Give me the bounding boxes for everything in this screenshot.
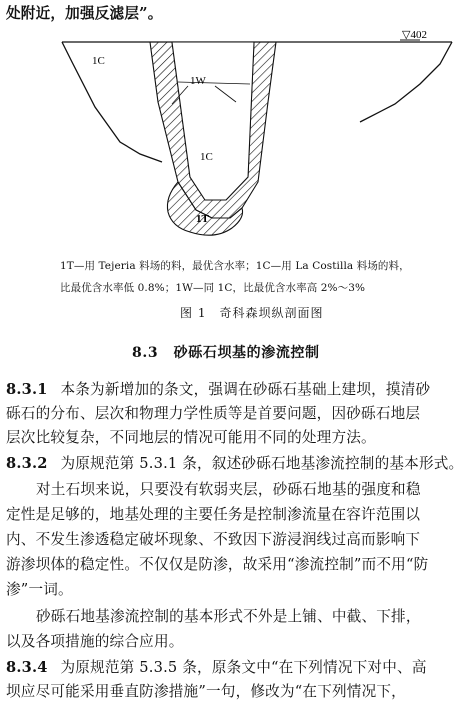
dam-figure [0, 22, 473, 252]
clause-8-3-2-line-1: 8.3.2 为原规范第 5.3.1 条，叙述砂砾石地基渗流控制的基本形式。 [6, 455, 464, 472]
clause-number: 8.3.4 [6, 659, 48, 676]
zone-label-left: 1C [92, 55, 105, 67]
section-title: 砂砾石坝基的渗流控制 [173, 345, 320, 361]
zone-label-bottom: 1T [196, 213, 209, 225]
clause-8-3-2-line-3: 定性是足够的，地基处理的主要任务是控制渗流量在容许范围以 [6, 506, 421, 523]
clause-8-3-4-line-1: 8.3.4 为原规范第 5.3.5 条，原条文中“在下列情况下对中、高 [6, 659, 427, 676]
clause-number: 8.3.2 [6, 455, 48, 472]
water-level-label: ▽402 [402, 29, 427, 41]
clause-8-3-2-line-2: 对土石坝来说，只要没有软弱夹层，砂砾石地基的强度和稳 [36, 481, 421, 498]
clause-8-3-2-line-4: 内、不发生渗透稳定破坏现象、不致因下游浸润线过高而影响下 [6, 531, 421, 548]
section-number: 8.3 [132, 345, 159, 361]
ground-profile-line [62, 42, 162, 162]
figure-caption-line-2: 比最优含水率低 0.8%；1W—同 1C，比最优含水率高 2%～3% [60, 282, 366, 294]
clause-8-3-2-line-8: 以及各项措施的综合应用。 [6, 633, 184, 650]
clause-8-3-2-line-7: 砂砾石地基渗流控制的基本形式不外是上铺、中截、下排， [36, 608, 421, 625]
clause-8-3-2-line-5: 游渗坝体的稳定性。不仅仅是防渗，故采用“渗流控制”而不用“防 [6, 556, 429, 573]
figure-caption-line-1: 1T—用 Tejeria 料场的料，最优含水率；1C—用 La Costilla 料场的料， [60, 260, 410, 272]
clause-8-3-2-line-6: 渗”一词。 [6, 581, 73, 598]
clause-8-3-1-line-1: 8.3.1 本条为新增加的条文，强调在砂砾石基础上建坝，摸清砂 [6, 381, 431, 398]
dam-cross-section-drawing [0, 22, 473, 252]
continuation-line: 处附近，加强反滤层”。 [6, 5, 163, 22]
figure-title: 图 1 奇科森坝纵剖面图 [180, 306, 324, 320]
ground-profile-right [360, 42, 452, 122]
clause-8-3-4-line-2: 坝应尽可能采用垂直防渗措施”一句，修改为“在下列情况下， [6, 683, 406, 700]
section-heading [132, 342, 320, 362]
zone-label-1w: 1W [190, 75, 206, 87]
clause-8-3-1-line-3: 层次比较复杂，不同地层的情况可能用不同的处理方法。 [6, 429, 376, 446]
clause-number: 8.3.1 [6, 381, 48, 398]
zone-label-core: 1C [200, 151, 213, 163]
clause-8-3-1-line-2: 砾石的分布、层次和物理力学性质等是首要问题，因砂砾石地层 [6, 405, 421, 422]
